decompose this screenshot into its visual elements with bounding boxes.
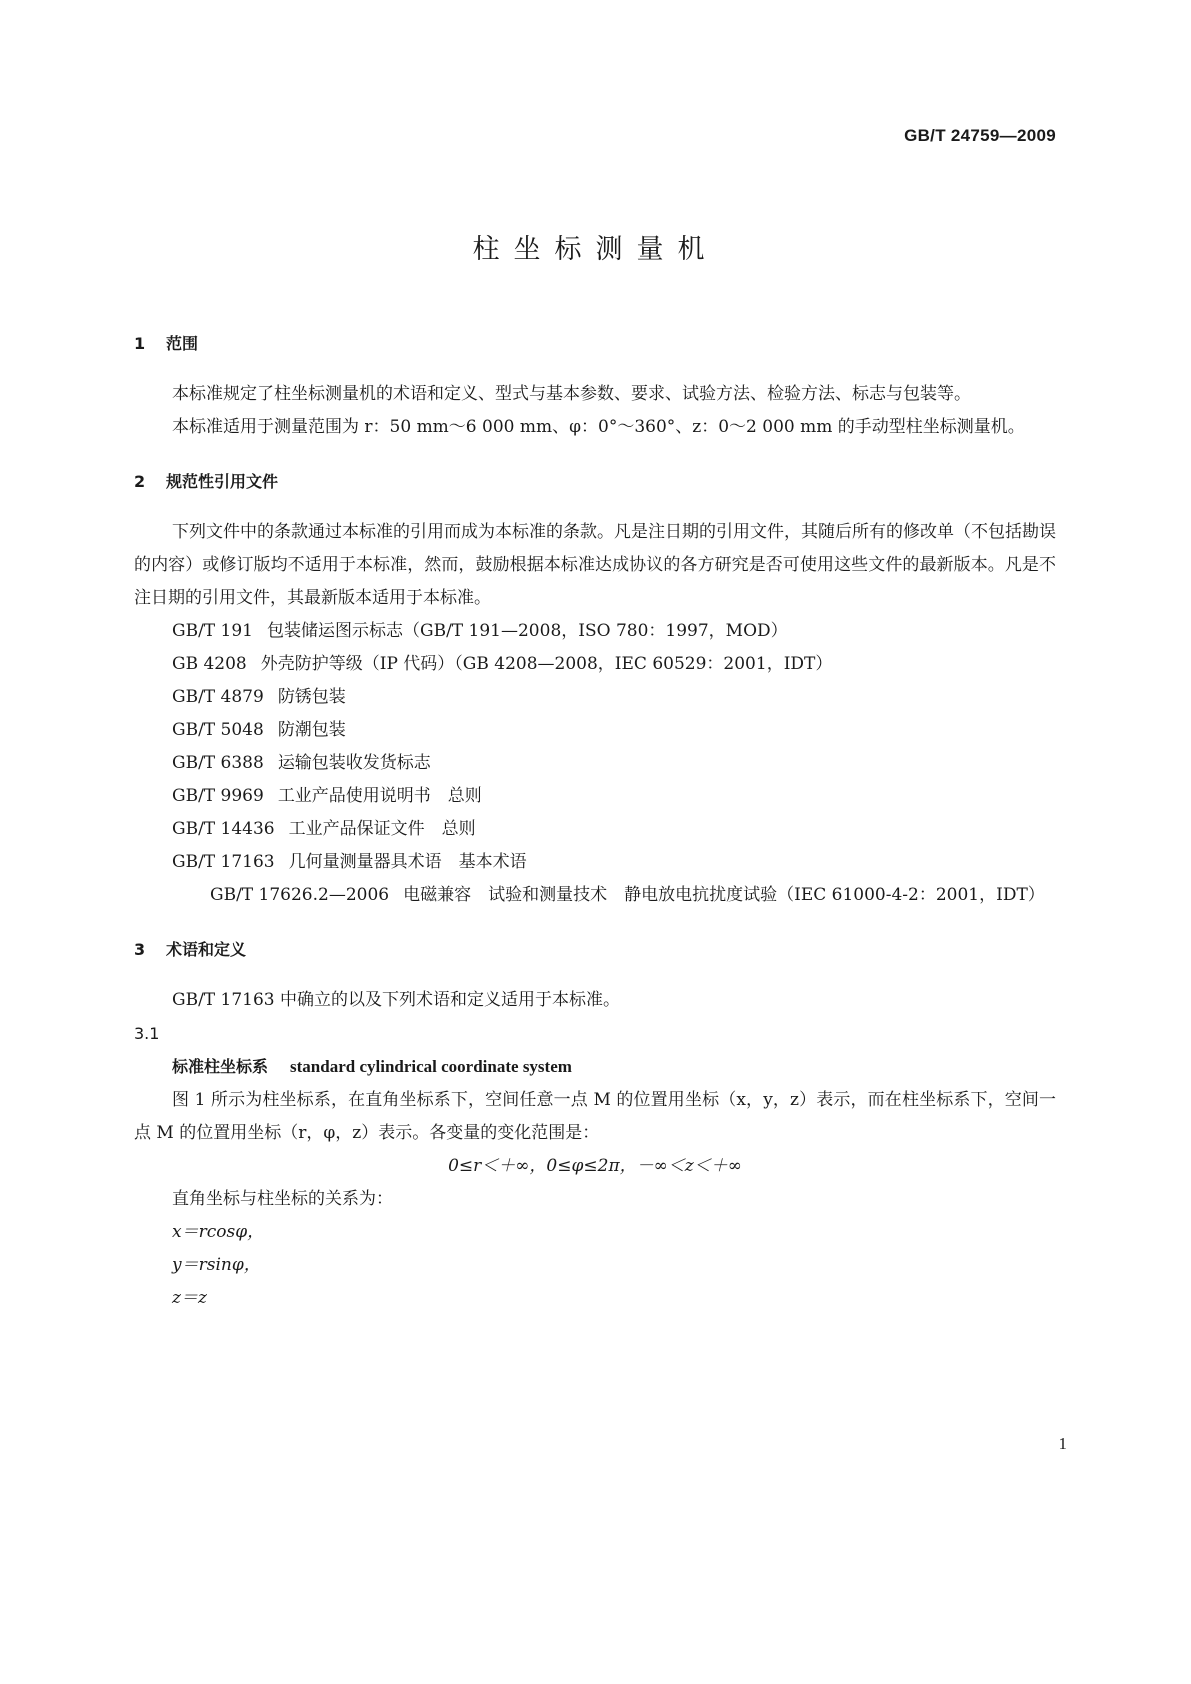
reference-text: 运输包装收发货标志 [277,753,431,773]
reference-item [134,648,1056,681]
formula-z: z＝z [172,1288,207,1308]
reference-item [134,813,1056,846]
reference-text: 防潮包装 [277,720,346,740]
reference-code: GB/T 6388 [172,753,264,773]
reference-code: GB/T 17163 [172,852,275,872]
section-heading-scope [134,326,1056,362]
section-number: 2 [134,472,146,491]
scope-paragraph: 本标准规定了柱坐标测量机的术语和定义、型式与基本参数、要求、试验方法、检验方法、标志与包装等。 [172,384,971,404]
section-title: 规范性引用文件 [166,472,279,491]
reference-list [134,615,1056,912]
section-number: 1 [134,334,146,353]
reference-code: GB/T 17626.2—2006 [210,885,390,905]
reference-item [134,879,1056,912]
subsection-number: 3.1 [134,1024,160,1043]
terms-intro: GB/T 17163 中确立的以及下列术语和定义适用于本标准。 [172,990,621,1010]
standard-code: GB/T 24759—2009 [904,126,1056,145]
section-title: 范围 [166,334,199,353]
variable-range-formula: 0≤r＜＋∞，0≤φ≤2π，－∞＜z＜＋∞ [448,1156,742,1176]
reference-text: 外壳防护等级（IP 代码）（GB 4208—2008，IEC 60529：2001，IDT） [260,654,833,674]
reference-text: 几何量测量器具术语 基本术语 [288,852,527,872]
term-definition: 图 1 所示为柱坐标系，在直角坐标系下，空间任意一点 M 的位置用坐标（x，y，z）表示，而在柱坐标系下，空间一点 M 的位置用坐标（r，φ，z）表示。各变量的变化范围是： [134,1090,1056,1143]
reference-text: 电磁兼容 试验和测量技术 静电放电抗扰度试验（IEC 61000-4-2：2001，IDT） [403,885,1045,905]
reference-code: GB/T 191 [172,621,253,641]
document-title: 柱坐标测量机 [472,234,719,265]
reference-item [134,681,1056,714]
reference-code: GB 4208 [172,654,247,674]
reference-item [134,615,1056,648]
scope-paragraph: 本标准适用于测量范围为 r：50 mm～6 000 mm、φ：0°～360°、z：0～2 000 mm 的手动型柱坐标测量机。 [172,417,1025,437]
term-entry [134,1050,1056,1084]
page-number: 1 [1058,1434,1067,1453]
formula-y: y＝rsinφ， [172,1255,261,1275]
references-intro: 下列文件中的条款通过本标准的引用而成为本标准的条款。凡是注日期的引用文件，其随后所有的修改单（不包括勘误的内容）或修订版均不适用于本标准，然而，鼓励根据本标准达成协议的各方研究是否可使用这些文件的最新版本。凡是不注日期的引用文件，其最新版本适用于本标准。 [134,522,1056,608]
section-heading-terms [134,932,1056,968]
formula-x: x＝rcosφ， [172,1222,265,1242]
relation-intro: 直角坐标与柱坐标的关系为： [172,1189,393,1209]
reference-item [134,780,1056,813]
section-number: 3 [134,940,146,959]
reference-item [134,846,1056,879]
section-title: 术语和定义 [166,940,247,959]
section-heading-normative-references [134,464,1056,500]
reference-text: 工业产品使用说明书 总则 [277,786,482,806]
term-chinese: 标准柱坐标系 [172,1057,269,1076]
term-english: standard cylindrical coordinate system [290,1057,572,1076]
reference-code: GB/T 14436 [172,819,275,839]
reference-item [134,747,1056,780]
reference-text: 防锈包装 [277,687,346,707]
reference-text: 包装储运图示标志（GB/T 191—2008，ISO 780：1997，MOD） [267,621,788,641]
document-body [134,326,1056,1315]
reference-code: GB/T 9969 [172,786,264,806]
reference-item [134,714,1056,747]
reference-text: 工业产品保证文件 总则 [288,819,476,839]
reference-code: GB/T 4879 [172,687,264,707]
reference-code: GB/T 5048 [172,720,264,740]
